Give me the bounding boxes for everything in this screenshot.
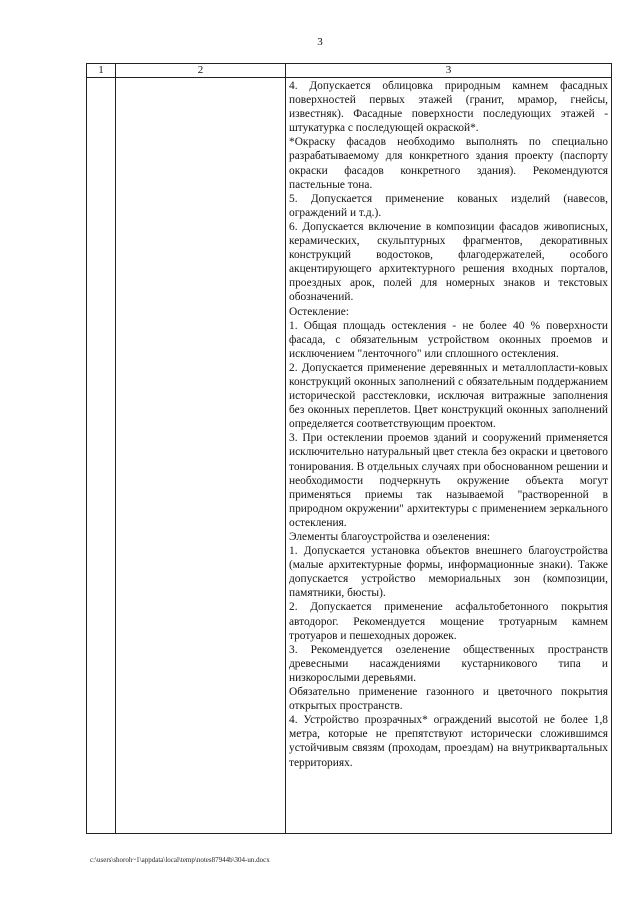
paragraph-forged-items: 5. Допускается применение кованых изделий (навесов, ограждений и т.д.). [289, 192, 608, 219]
page-number: 3 [317, 36, 323, 48]
column-header-1: 1 [87, 64, 116, 78]
table-header-row [87, 64, 612, 78]
paragraph-greenery: 3. Рекомендуется озеленение общественных пространств древесными насаждениями кустарникового типа и низкорослыми деревьями. [289, 643, 608, 684]
cell-column-1 [87, 78, 116, 834]
paragraph-glass-color: 3. При остеклении проемов зданий и сооружений применяется исключительно натуральный цвет стекла без окраски и цветового тонирования. В отдельных случаях при обоснованном решении и необходимости подчеркнуть окружение объекта могут применяться приемы так называемой "растворенной в природном окружении" архитектуры с применением зеркального остекления. [289, 432, 608, 529]
section-heading-glazing: Остекление: [289, 305, 350, 318]
cell-column-2 [116, 78, 286, 834]
document-table [86, 63, 612, 834]
section-heading-landscaping: Элементы благоустройства и озеленения: [289, 531, 491, 543]
paragraph-facade-painting-note: *Окраску фасадов необходимо выполнять по специально разрабатываемому для конкретного здания проекту (паспорту окраски фасадов конкретного здания). Рекомендуются пастельные тона. [289, 136, 608, 191]
paragraph-asphalt-paving: 2. Допускается применение асфальтобетонного покрытия автодорог. Рекомендуется мощение тротуарным камнем тротуаров и пешеходных дорожек. [289, 601, 608, 642]
footer-file-path: c:\users\shoroh~1\appdata\local\temp\notes87944b\304-un.docx [90, 856, 270, 864]
paragraph-decorative-elements: 6. Допускается включение в композиции фасадов живописных, керамических, скульптурных фрагментов, декоративных конструкций водостоков, флагодержателей, особого акцентирующего архитектурного решения входных порталов, проездных арок, полей для номерных знаков и текстовых обозначений. [289, 220, 608, 304]
column-header-3: 3 [286, 64, 612, 78]
table-row [87, 78, 612, 834]
paragraph-window-frames: 2. Допускается применение деревянных и металлопласти-ковых конструкций оконных заполнений с обязательным поддержанием исторической расстекловки, исключая витражные заполнения без оконных переплетов. Цвет конструкций оконных заполнений определяется соответствующим проектом. [289, 361, 608, 431]
paragraph-external-improvement: 1. Допускается установка объектов внешнего благоустройства (малые архитектурные формы, информационные знаки). Также допускается устройство мемориальных зон (композиции, памятники, бюсты). [289, 545, 608, 600]
paragraph-lawns: Обязательно применение газонного и цветочного покрытия открытых пространств. [289, 686, 608, 713]
paragraph-fences: 4. Устройство прозрачных* ограждений высотой не более 1,8 метра, которые не препятствуют исторически сложившимся устойчивым связям (проходам, проездам) на внутриквартальных территориях. [289, 714, 608, 769]
column-header-2: 2 [116, 64, 286, 78]
paragraph-facade-stone: 4. Допускается облицовка природным камнем фасадных поверхностей первых этажей (гранит, мрамор, гнейсы, известняк). Фасадные поверхности последующих этажей - штукатурка с последующей окраской*. [289, 80, 608, 135]
paragraph-glazing-area: 1. Общая площадь остекления - не более 40 % поверхности фасада, с обязательным устройством оконных проемов и исключением "ленточного" или сплошного остекления. [289, 319, 608, 360]
cell-column-3 [286, 78, 612, 834]
